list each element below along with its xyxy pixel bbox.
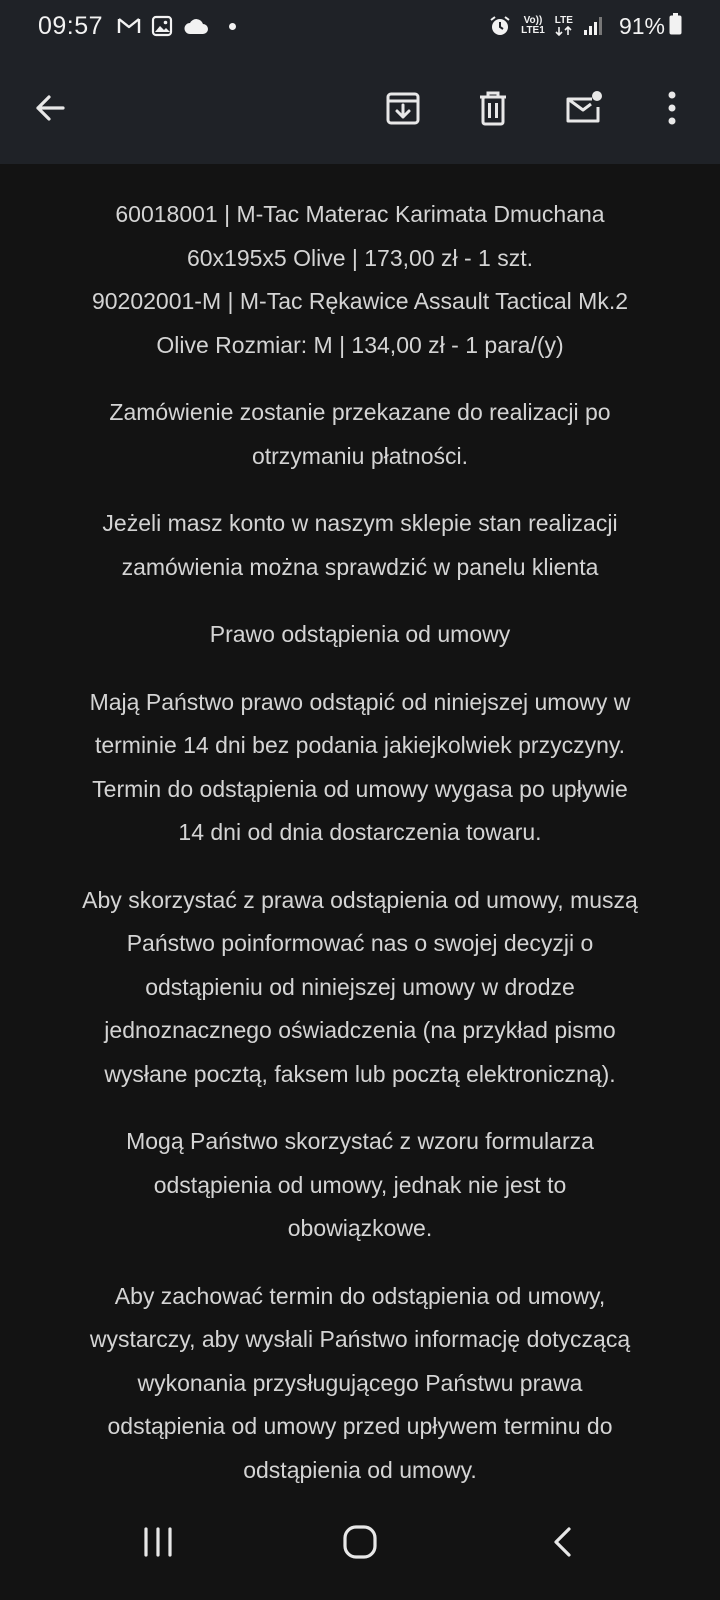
text-line: Zamówienie zostanie przekazane do realizacji po: [109, 399, 611, 425]
text-line: Olive Rozmiar: M | 134,00 zł - 1 para/(y): [156, 331, 564, 358]
text-line: odstąpienia od umowy, jednak nie jest to: [153, 1171, 567, 1198]
signal-icon: [583, 16, 603, 36]
withdrawal-paragraph: [40, 1275, 680, 1485]
text-line: obowiązkowe.: [287, 1215, 433, 1241]
lte-icon: LTE: [555, 16, 573, 36]
text-line: zamówienia można sprawdzić w panelu klienta: [121, 553, 599, 580]
text-line: odstąpieniu od niniejszej umowy w drodze: [145, 973, 575, 1000]
back-icon: [551, 1526, 573, 1558]
text-line: Prawo odstąpienia od umowy: [209, 621, 511, 647]
more-options-button[interactable]: [644, 80, 700, 136]
gmail-icon: [117, 16, 141, 36]
more-vert-icon: [667, 91, 677, 125]
text-line: Państwo poinformować nas o swojej decyzji o: [126, 930, 594, 956]
back-arrow-icon: [33, 91, 67, 125]
text-line: terminie 14 dni bez podania jakiejkolwiek przyczyny.: [94, 732, 626, 758]
text-line: jednoznacznego oświadczenia (na przykład pismo: [104, 1017, 616, 1043]
text-line: Jeżeli masz konto w naszym sklepie stan realizacji: [102, 510, 618, 536]
delete-button[interactable]: [465, 80, 521, 136]
text-line: Aby skorzystać z prawa odstąpienia od umowy, muszą: [82, 886, 638, 913]
text-line: Termin do odstąpienia od umowy wygasa po upływie: [92, 775, 628, 802]
home-icon: [342, 1524, 378, 1560]
mark-unread-icon: [562, 89, 604, 127]
withdrawal-paragraph: [40, 681, 680, 855]
withdrawal-heading: [40, 613, 680, 657]
text-line: 60x195x5 Olive | 173,00 zł - 1 szt.: [186, 244, 534, 271]
delete-icon: [476, 89, 510, 127]
text-line: wykonania przysługującego Państwu prawa: [137, 1369, 583, 1396]
text-line: otrzymaniu płatności.: [251, 442, 469, 469]
mark-unread-button[interactable]: [555, 80, 611, 136]
text-line: odstąpienia od umowy przed upływem terminu do: [107, 1413, 613, 1439]
alarm-icon: [489, 15, 511, 37]
withdrawal-paragraph: [40, 1120, 680, 1251]
system-nav-bar: [0, 1484, 720, 1600]
archive-button[interactable]: [375, 80, 431, 136]
dot-icon: [229, 23, 236, 30]
home-button[interactable]: [330, 1512, 390, 1572]
text-line: Mogą Państwo skorzystać z wzoru formularza: [126, 1128, 594, 1154]
battery-icon: [669, 13, 682, 40]
text-line: 60018001 | M-Tac Materac Karimata Dmuchana: [115, 201, 605, 227]
email-app-bar: [0, 52, 720, 164]
battery-percent: 91%: [618, 12, 665, 39]
text-line: Mają Państwo prawo odstąpić od niniejszej umowy w: [89, 688, 631, 715]
text-line: 14 dni od dnia dostarczenia towaru.: [178, 819, 542, 845]
payment-note: [40, 391, 680, 478]
text-line: wysłane pocztą, faksem lub pocztą elektroniczną).: [104, 1060, 616, 1087]
withdrawal-paragraph: [40, 879, 680, 1097]
text-line: Aby zachować termin do odstąpienia od umowy,: [114, 1282, 606, 1309]
recents-icon: [142, 1527, 174, 1557]
system-back-button[interactable]: [532, 1512, 592, 1572]
archive-icon: [384, 89, 422, 127]
status-time: 09:57: [38, 11, 104, 40]
text-line: odstąpienia od umowy.: [243, 1456, 477, 1483]
volte-icon: Vo)) LTE1: [521, 15, 545, 36]
back-button[interactable]: [22, 80, 78, 136]
status-bar: [0, 0, 720, 52]
cloud-icon: [183, 17, 209, 35]
order-items: [40, 193, 680, 367]
email-body: [40, 164, 680, 1484]
text-line: 90202001-M | M-Tac Rękawice Assault Tactical Mk.2: [91, 288, 629, 314]
account-note: [40, 502, 680, 589]
text-line: wystarczy, aby wysłali Państwo informację dotyczącą: [89, 1326, 631, 1352]
gallery-icon: [151, 15, 173, 37]
recents-button[interactable]: [128, 1512, 188, 1572]
